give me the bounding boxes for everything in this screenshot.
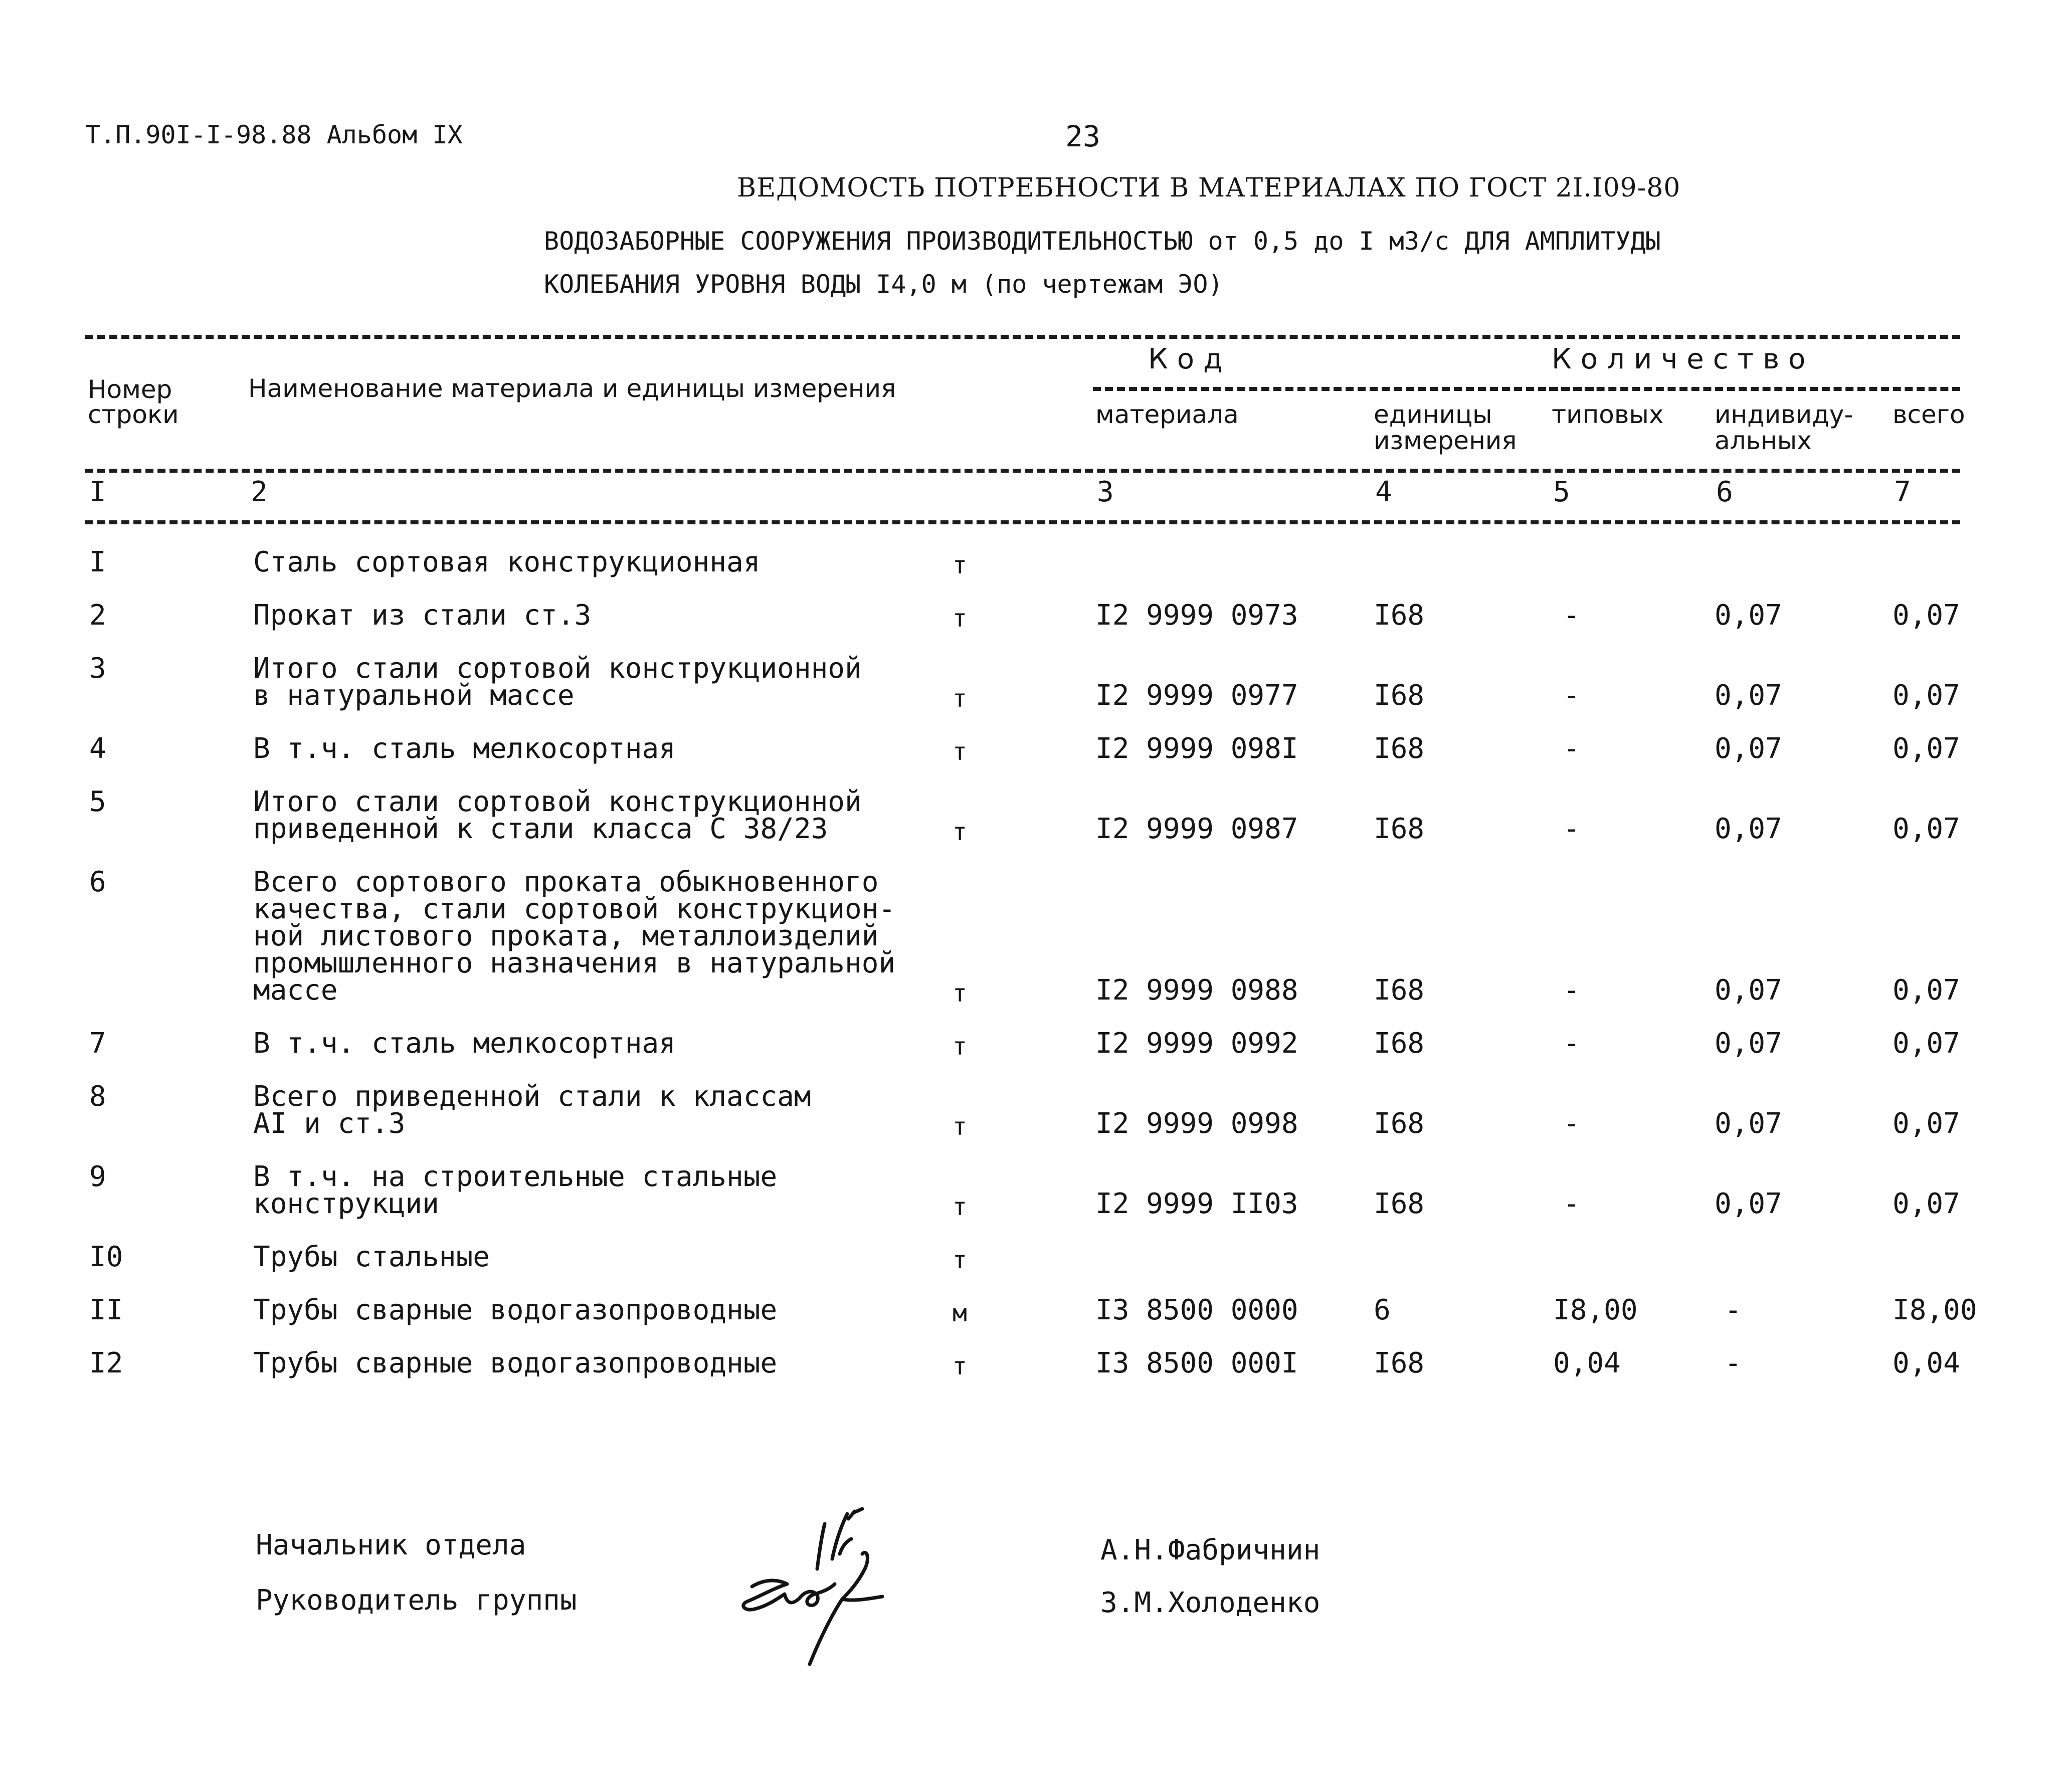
material-name-line: Всего приведенной стали к классам [253,1080,811,1113]
material-name-line: АI и ст.3 [253,1107,406,1140]
unit-of-measure: т [953,979,967,1008]
quantity-total: 0,07 [1893,732,1960,765]
quantity-individual: 0,07 [1715,1188,1782,1220]
material-name-line: Всего сортового проката обыкновенного [253,866,879,898]
material-name-line: Трубы стальные [253,1241,490,1273]
material-code: I2 9999 098I [1095,732,1298,765]
unit-code: I68 [1374,679,1425,712]
material-name-line: Прокат из стали ст.3 [253,599,592,632]
quantity-individual: 0,07 [1715,1107,1782,1140]
col-total: всего [1893,400,1965,429]
unit-of-measure: м [953,1299,967,1327]
material-code: I3 8500 000I [1095,1347,1298,1379]
quantity-typical: - [1563,813,1580,845]
document-subtitle-line2: КОЛЕБАНИЯ УРОВНЯ ВОДЫ I4,0 м (по чертежам ЭО) [544,270,1223,299]
col-typical: типовых [1552,400,1664,429]
col-row-number-l2: строки [88,400,179,429]
row-number: 8 [89,1080,106,1113]
handwritten-signature [717,1499,907,1684]
unit-of-measure: т [953,738,967,766]
col-individual-l1: индивиду- [1715,400,1853,429]
col-quantity-group: Количество [1552,343,1815,375]
unit-of-measure: т [953,605,967,633]
header-bottom-rule [85,469,1960,473]
unit-code: I68 [1374,732,1425,765]
material-name-line: в натуральной массе [253,679,575,712]
quantity-typical: - [1563,599,1580,632]
unit-code: I68 [1374,1107,1425,1140]
quantity-total: 0,07 [1893,974,1960,1007]
material-name-line: ной листового проката, металлоизделий [253,920,879,952]
material-name-line: В т.ч. сталь мелкосортная [253,732,676,765]
material-name-line: Сталь сортовая конструкционная [253,546,761,578]
page-number: 23 [1065,119,1100,153]
document-subtitle-line1: ВОДОЗАБОРНЫЕ СООРУЖЕНИЯ ПРОИЗВОДИТЕЛЬНОСТЬЮ от 0,5 до I м3/с ДЛЯ АМПЛИТУДЫ [544,227,1661,256]
column-number: 5 [1553,476,1570,508]
material-code: I2 9999 0977 [1095,679,1298,712]
row-number: 6 [89,866,106,898]
signature-role-group-lead: Руководитель группы [256,1584,577,1617]
document-reference: Т.П.90I-I-98.88 Альбом IX [85,120,463,149]
row-number: 9 [89,1160,106,1193]
row-number: II [89,1294,123,1326]
material-name-line: качества, стали сортовой конструкцион- [253,893,896,925]
quantity-typical: - [1563,1027,1580,1060]
material-code: I3 8500 0000 [1095,1294,1298,1326]
material-name-line: В т.ч. на строительные стальные [253,1160,778,1193]
col-row-number-l1: Номер [88,375,172,404]
quantity-total: 0,07 [1893,1027,1960,1060]
material-code: I2 9999 0973 [1095,599,1298,632]
quantity-individual: 0,07 [1715,1027,1782,1060]
code-group-rule [1093,387,1594,391]
row-number: I0 [89,1241,123,1273]
quantity-individual: 0,07 [1715,974,1782,1007]
column-number: 2 [251,476,268,508]
quantity-individual: - [1725,1294,1742,1326]
quantity-individual: 0,07 [1715,732,1782,765]
unit-code: I68 [1374,813,1425,845]
row-number: I [89,546,106,578]
unit-of-measure: т [953,1033,967,1061]
quantity-typical: - [1563,679,1580,712]
material-code: I2 9999 II03 [1095,1188,1298,1220]
column-number: I [89,476,106,508]
quantity-typical: - [1563,1188,1580,1220]
col-material-name: Наименование материала и единицы измерения [248,374,896,403]
signature-name-group-lead: З.М.Холоденко [1100,1587,1321,1619]
material-name-line: Итого стали сортовой конструкционной [253,652,862,685]
quantity-typical: 0,04 [1553,1347,1621,1379]
signature-name-head: А.Н.Фабричнин [1100,1534,1321,1566]
col-unit-code-l1: единицы [1374,400,1492,429]
unit-code: I68 [1374,974,1425,1007]
column-number: 4 [1375,476,1392,508]
qty-group-rule [1549,387,1960,391]
unit-code: I68 [1374,1188,1425,1220]
quantity-individual: - [1725,1347,1742,1379]
col-material-code: материала [1095,400,1239,429]
material-name-line: приведенной к стали класса С 38/23 [253,813,828,845]
row-number: 4 [89,732,106,765]
quantity-total: 0,07 [1893,599,1960,632]
quantity-typical: - [1563,974,1580,1007]
unit-of-measure: т [953,1113,967,1141]
material-name-line: В т.ч. сталь мелкосортная [253,1027,676,1060]
quantity-total: 0,07 [1893,1107,1960,1140]
quantity-total: 0,07 [1893,1188,1960,1220]
quantity-total: 0,07 [1893,679,1960,712]
quantity-individual: 0,07 [1715,813,1782,845]
unit-of-measure: т [953,818,967,846]
quantity-individual: 0,07 [1715,679,1782,712]
col-individual-l2: альных [1715,426,1812,455]
quantity-typical: - [1563,1107,1580,1140]
unit-code: I68 [1374,599,1425,632]
unit-code: I68 [1374,1347,1425,1379]
quantity-typical: I8,00 [1553,1294,1638,1326]
document-title: ВЕДОМОСТЬ ПОТРЕБНОСТИ В МАТЕРИАЛАХ ПО ГОСТ 2I.I09-80 [737,173,1681,203]
material-name-line: Трубы сварные водогазопроводные [253,1347,778,1379]
col-code-group: Код [1148,343,1232,375]
unit-of-measure: т [953,685,967,713]
quantity-individual: 0,07 [1715,599,1782,632]
material-name-line: Итого стали сортовой конструкционной [253,785,862,818]
col-unit-code-l2: измерения [1374,426,1517,455]
unit-of-measure: т [953,1246,967,1274]
unit-code: I68 [1374,1027,1425,1060]
material-code: I2 9999 0987 [1095,813,1298,845]
column-numbers-rule [85,520,1960,524]
row-number: I2 [89,1347,123,1379]
material-name-line: Трубы сварные водогазопроводные [253,1294,778,1326]
quantity-typical: - [1563,732,1580,765]
unit-of-measure: т [953,551,967,579]
quantity-total: 0,07 [1893,813,1960,845]
row-number: 5 [89,785,106,818]
row-number: 7 [89,1027,106,1060]
material-name-line: промышленного назначения в натуральной [253,947,896,979]
material-name-line: массе [253,974,338,1007]
table-top-rule [85,335,1960,339]
quantity-total: I8,00 [1893,1294,1977,1326]
row-number: 3 [89,652,106,685]
unit-code: 6 [1374,1294,1391,1326]
column-number: 7 [1894,476,1911,508]
column-number: 3 [1097,476,1114,508]
material-code: I2 9999 0988 [1095,974,1298,1007]
column-number: 6 [1716,476,1733,508]
quantity-total: 0,04 [1893,1347,1960,1379]
material-code: I2 9999 0998 [1095,1107,1298,1140]
row-number: 2 [89,599,106,632]
unit-of-measure: т [953,1193,967,1221]
material-code: I2 9999 0992 [1095,1027,1298,1060]
material-name-line: конструкции [253,1188,439,1220]
unit-of-measure: т [953,1352,967,1380]
signature-role-head: Начальник отдела [256,1529,526,1561]
